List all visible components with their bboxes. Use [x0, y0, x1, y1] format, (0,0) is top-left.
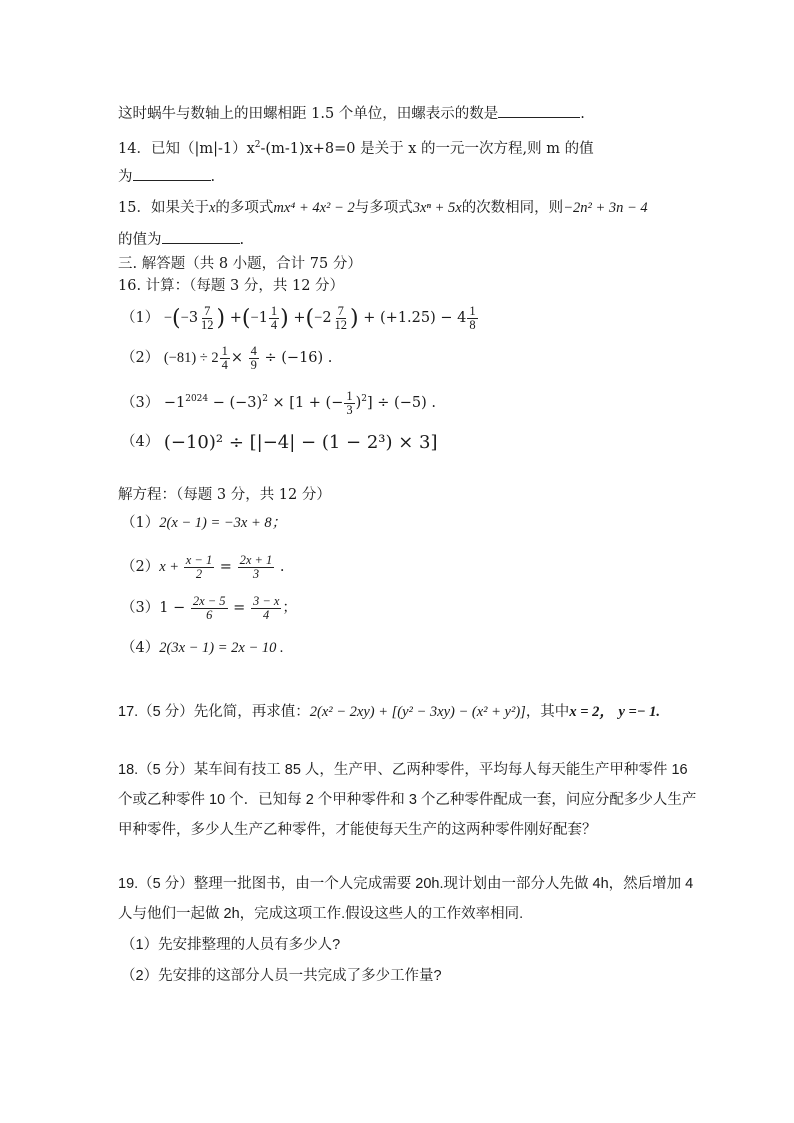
fraction: $\frac{1}{8}$ — [469, 303, 476, 332]
problem-15-line2: 的值为 . — [118, 229, 244, 250]
calc-item-2: （2） (−81) ÷ 2 $\frac{1}{4}$ × $\frac{4}{9}$ ÷ (−16) . — [121, 343, 333, 372]
problem-19-q1: （1）先安排整理的人员有多少人? — [121, 937, 341, 953]
fraction: $\frac{7}{12}$ — [334, 303, 348, 332]
calc-item-1: （1） −(−3 $\frac{7}{12}$ ) +(−1 $\frac{1}{4}$ ) +(−2 $\frac{7}{12}$ ) + (+1.25) − 4 $\frac{1}{8}$ — [121, 303, 476, 332]
fraction: $\frac{1}{4}$ — [270, 303, 278, 332]
problem-14-line2: 为 . — [118, 166, 215, 187]
answer-blank — [162, 229, 240, 244]
equations-title: 解方程：（每题 3 分，共 12 分） — [118, 487, 331, 503]
answer-blank — [498, 103, 580, 118]
equation-2: （2）x + $\frac{x - 1}{2}$ = $\frac{2x + 1}{3}$ . — [121, 552, 285, 581]
equation-3: （3）1 − $\frac{2x - 5}{6}$ = $\frac{3 - x}{4}$ ； — [121, 593, 297, 622]
problem-15: 15．如果关于x的多项式mx⁴ + 4x² − 2与多项式3xⁿ + 5x的次数相同，则−2n² + 3n − 4 — [118, 200, 648, 216]
p13-tail: 这时蜗牛与数轴上的田螺相距 1.5 个单位，田螺表示的数是 . — [118, 103, 585, 124]
problem-19-q2: （2）先安排的这部分人员一共完成了多少工作量? — [121, 968, 442, 984]
calc-item-3: $(3) -1^{2024} - (-3)^2 \times [1$ + (− $\frac{1}{3}$ )$^2$] ÷ (−5) . — [121, 388, 436, 417]
problem-14: 14．已知$(|m|-1)x^2-(m-1)x+8=0$ 是关于 x 的一元一次方程,则 m 的值 — [118, 140, 594, 157]
section-heading: 三. 解答题（共 8 小题，合计 75 分） — [118, 256, 362, 272]
problem-18-l1: 18.（5 分）某车间有技工 85 人，生产甲、乙两种零件，平均每人每天能生产甲种零件 16 — [118, 762, 688, 778]
problem-18-l2: 个或乙种零件 10 个．已知每 2 个甲种零件和 3 个乙种零件配成一套，问应分配多少人生产 — [118, 792, 697, 808]
problem-19-l2: 人与他们一起做 2h，完成这项工作.假设这些人的工作效率相同. — [118, 906, 524, 922]
fraction: $\frac{1}{4}$ — [221, 343, 228, 372]
fraction: $\frac{4}{9}$ — [250, 343, 257, 372]
problem-17: 17.（5 分）先化简，再求值：2(x² − 2xy) + [(y² − 3xy) − (x² + y²)]，其中x = 2， y =− 1. — [118, 704, 661, 720]
problem-19-l1: 19.（5 分）整理一批图书，由一个人完成需要 20h.现计划由一部分人先做 4h，然后增加 4 — [118, 876, 694, 892]
fraction: $\frac{x - 1}{2}$ — [185, 552, 213, 581]
problem-16-title: 16. 计算：（每题 3 分，共 12 分） — [118, 278, 345, 294]
fraction: $\frac{3 - x}{4}$ — [252, 593, 280, 622]
fraction: $\frac{2x - 5}{6}$ — [192, 593, 226, 622]
answer-blank — [133, 166, 211, 181]
fraction: $\frac{2x + 1}{3}$ — [239, 552, 273, 581]
equation-1: （1）2(x − 1) = −3x + 8； — [121, 515, 287, 531]
fraction: $\frac{7}{12}$ — [201, 303, 214, 332]
problem-18-l3: 甲种零件，多少人生产乙种零件，才能使每天生产的这两种零件刚好配套？ — [118, 822, 597, 838]
calc-item-4: （4） (−10)² ÷ [|−4| − (1 − 2³) × 3] — [121, 432, 438, 453]
equation-4: （4）2(3x − 1) = 2x − 10 . — [121, 640, 284, 656]
fraction: $\frac{1}{3}$ — [346, 388, 353, 417]
